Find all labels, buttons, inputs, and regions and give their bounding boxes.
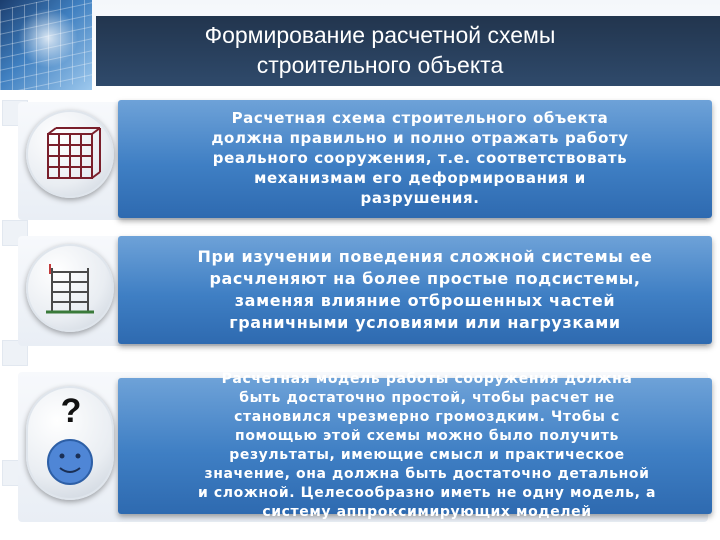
item-3-icon-circle (26, 386, 114, 500)
item-1-line-4: механизмам его деформирования и (254, 169, 586, 187)
corner-logo-image (0, 0, 92, 90)
item-2-text (150, 246, 700, 334)
item-2-icon-circle (26, 244, 114, 332)
item-1-line-3: реального сооружения, т.е. соответствовать (212, 149, 628, 167)
item-3-line-8: систему аппроксимирующих моделей (262, 504, 592, 520)
item-3-line-6: значение, она должна быть достаточно детальной (204, 466, 650, 482)
item-3-line-7: и сложной. Целесообразно иметь не одну модель, а (197, 485, 657, 501)
smiley-face-icon (28, 434, 112, 494)
item-2-line-2: расчленяют на более простые подсистемы, (209, 269, 641, 288)
item-1-line-5: разрушения. (360, 189, 480, 207)
frame-scheme-icon (28, 246, 112, 330)
item-2-line-1: При изучении поведения сложной системы ее (197, 247, 653, 266)
item-3-line-3: становился чрезмерно громоздким. Чтобы с (234, 409, 620, 425)
question-mark-icon: ? (60, 392, 82, 430)
slide-title (100, 20, 660, 80)
slide-title-line-2: строительного объекта (256, 52, 504, 78)
item-2-line-4: граничными условиями или нагрузками (229, 313, 621, 332)
slide-title-line-1: Формирование расчетной схемы (204, 22, 556, 48)
item-2-line-3: заменяя влияние отброшенных частей (234, 291, 616, 310)
item-3-text (140, 370, 714, 520)
item-3-line-2: быть достаточно простой, чтобы расчет не (239, 390, 615, 406)
building-frame-icon (28, 112, 112, 196)
item-1-text (150, 108, 690, 208)
item-1-line-2: должна правильно и полно отражать работу (211, 129, 629, 147)
item-3-line-5: результаты, имеющие смысл и практическое (229, 447, 625, 463)
item-1-icon-circle (26, 110, 114, 198)
item-3-line-1: Расчетная модель работы сооружения должна (221, 371, 633, 387)
item-1-line-1: Расчетная схема строительного объекта (231, 109, 609, 127)
item-3-line-4: помощью этой схемы можно было получить (235, 428, 619, 444)
